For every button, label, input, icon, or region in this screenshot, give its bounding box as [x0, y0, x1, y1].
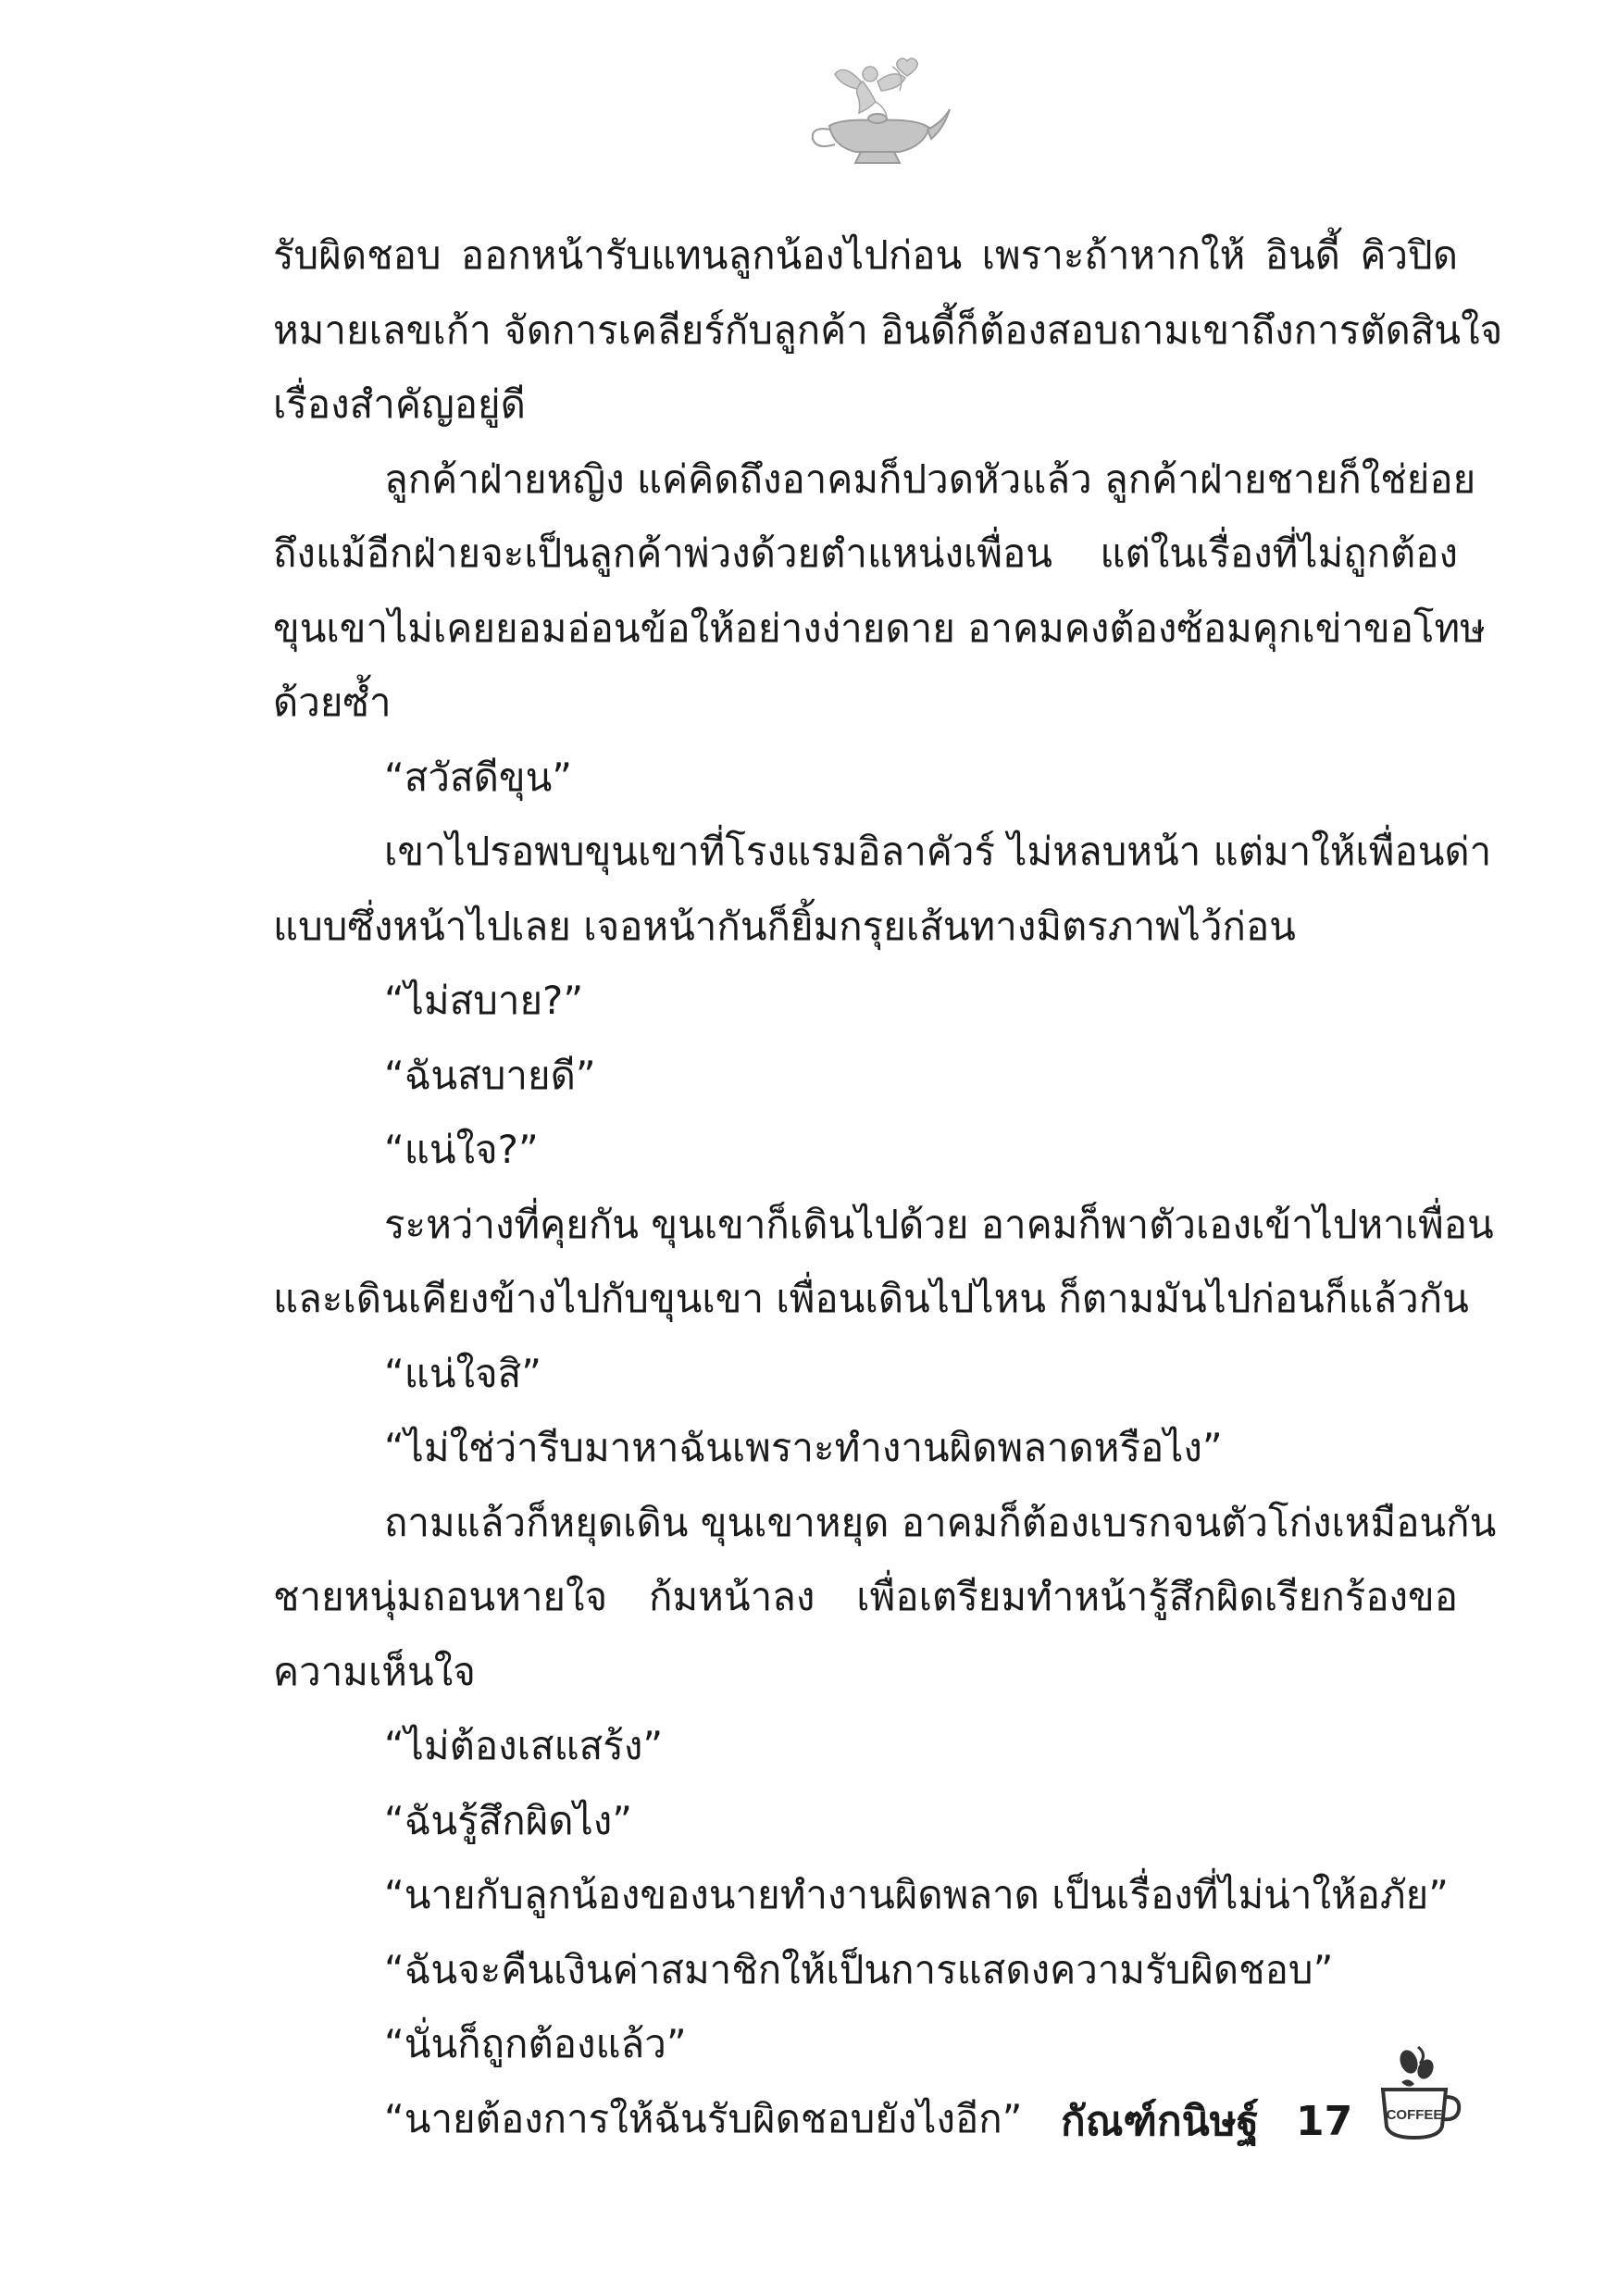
running-footer-book-title: กัณฑ์กนิษฐ์ — [1061, 2098, 1259, 2145]
dialogue-line: “สวัสดีขุน” — [384, 754, 573, 800]
logo-coffee-text: COFFEE — [1386, 2107, 1443, 2123]
dialogue-line: “นั่นก็ถูกต้องแล้ว” — [384, 2021, 687, 2066]
dialogue-line: “แน่ใจสิ” — [384, 1350, 542, 1396]
dialogue-line: “นายต้องการให้ฉันรับผิดชอบยังไงอีก” — [384, 2095, 1023, 2141]
paragraph-line: แบบซึ่งหน้าไปเลย เจอหน้ากันก็ยิ้มกรุยเส้นทางมิตรภาพไว้ก่อน — [273, 903, 1296, 949]
cupid-lamp-ornament-icon — [803, 54, 952, 174]
dialogue-line: “ฉันสบายดี” — [384, 1052, 596, 1098]
paragraph-line: ถามแล้วก็หยุดเดิน ขุนเขาหยุด อาคมก็ต้องเบรกจนตัวโก่งเหมือนกัน — [384, 1499, 1497, 1545]
dialogue-line: “ไม่สบาย?” — [384, 978, 584, 1023]
paragraph-line: ชายหนุ่มถอนหายใจ ก้มหน้าลง เพื่อเตรียมทำหน้ารู้สึกผิดเรียกร้องขอ — [273, 1574, 1458, 1619]
paragraph-line: เขาไปรอพบขุนเขาที่โรงแรมอิลาคัวร์ ไม่หลบหน้า แต่มาให้เพื่อนด่า — [384, 829, 1492, 874]
paragraph-line: ระหว่างที่คุยกัน ขุนเขาก็เดินไปด้วย อาคมก็พาตัวเองเข้าไปหาเพื่อน — [384, 1201, 1494, 1247]
chapter-body-text — [273, 218, 1503, 2156]
dialogue-line: “นายกับลูกน้องของนายทำงานผิดพลาด เป็นเรื่องที่ไม่น่าให้อภัย” — [384, 1872, 1449, 1917]
dialogue-line: “ไม่ต้องเสแสร้ง” — [384, 1723, 664, 1768]
paragraph-line: ด้วยซ้ำ — [273, 680, 392, 725]
page-number: 17 — [1296, 2098, 1353, 2145]
dialogue-line: “แน่ใจ?” — [384, 1127, 539, 1172]
dialogue-line: “ไม่ใช่ว่ารีบมาหาฉันเพราะทำงานผิดพลาดหรือไง” — [384, 1425, 1223, 1470]
dialogue-line: “ฉันจะคืนเงินค่าสมาชิกให้เป็นการแสดงความรับผิดชอบ” — [384, 1946, 1334, 1992]
paragraph-line: หมายเลขเก้า จัดการเคลียร์กับลูกค้า อินดี้ก็ต้องสอบถามเขาถึงการตัดสินใจ — [273, 306, 1503, 353]
paragraph-line: เรื่องสำคัญอยู่ดี — [273, 381, 526, 427]
paragraph-line: ขุนเขาไม่เคยยอมอ่อนข้อให้อย่างง่ายดาย อาคมคงต้องซ้อมคุกเข่าขอโทษ — [273, 605, 1486, 651]
paragraph-line: ความเห็นใจ — [273, 1648, 476, 1694]
paragraph-line: ลูกค้าฝ่ายหญิง แค่คิดถึงอาคมก็ปวดหัวแล้ว ลูกค้าฝ่ายชายก็ใช่ย่อย — [384, 455, 1476, 502]
paragraph-line: ถึงแม้อีกฝ่ายจะเป็นลูกค้าพ่วงด้วยตำแหน่งเพื่อน แต่ในเรื่องที่ไม่ถูกต้อง — [273, 530, 1458, 576]
coffee-cup-logo-icon — [1374, 2041, 1462, 2143]
dialogue-line: “ฉันรู้สึกผิดไง” — [384, 1797, 632, 1843]
paragraph-line: รับผิดชอบ ออกหน้ารับแทนลูกน้องไปก่อน เพราะถ้าหากให้ อินดี้ คิวปิด — [273, 232, 1458, 278]
paragraph-line: และเดินเคียงข้างไปกับขุนเขา เพื่อนเดินไปไหน ก็ตามมันไปก่อนก็แล้วกัน — [273, 1276, 1469, 1321]
